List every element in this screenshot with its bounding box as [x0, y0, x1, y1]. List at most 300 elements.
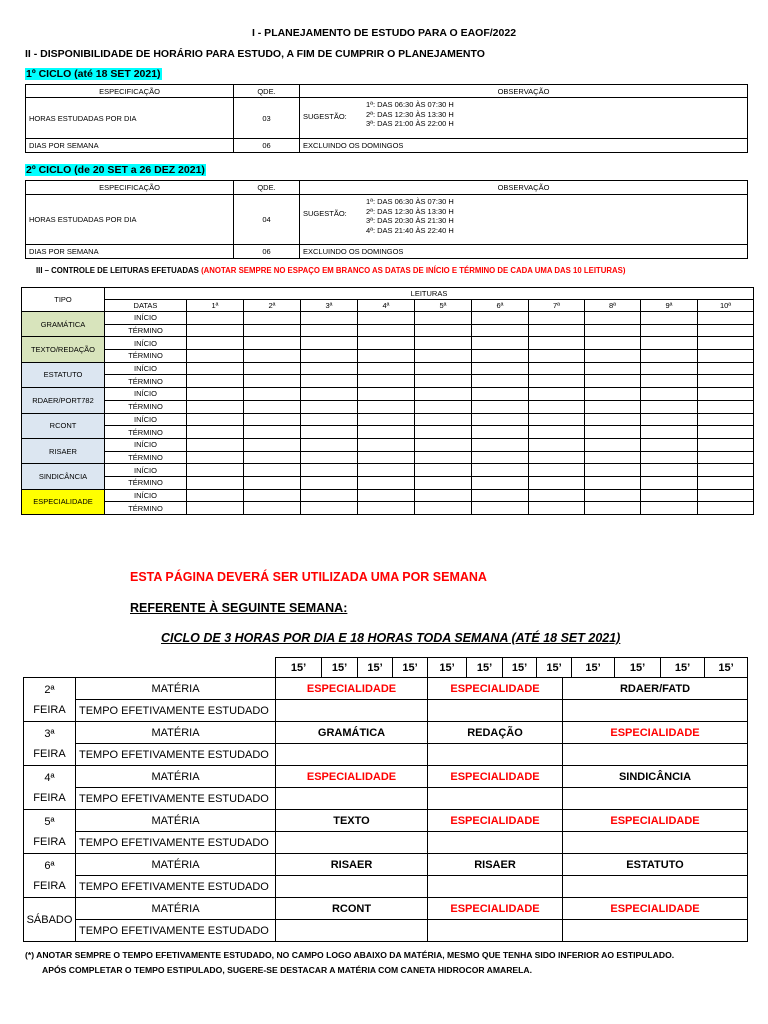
quarter-hour-header: 15’ — [615, 658, 661, 678]
date-entry-cell[interactable] — [244, 324, 301, 337]
date-entry-cell[interactable] — [641, 400, 698, 413]
time-studied-cell[interactable] — [428, 700, 563, 722]
date-entry-cell[interactable] — [358, 400, 415, 413]
date-entry-cell[interactable] — [301, 362, 358, 375]
date-entry-cell[interactable] — [415, 464, 472, 477]
header-obs: OBSERVAÇÃO — [300, 85, 748, 98]
date-entry-cell[interactable] — [641, 451, 698, 464]
date-entry-cell[interactable] — [415, 451, 472, 464]
date-entry-cell[interactable] — [301, 502, 358, 515]
date-entry-cell[interactable] — [641, 464, 698, 477]
weekday-number: SÁBADO — [26, 913, 73, 926]
date-entry-cell[interactable] — [358, 451, 415, 464]
time-slot: 2ª: DAS 12:30 ÀS 13:30 H — [366, 109, 454, 119]
date-entry-cell[interactable] — [187, 312, 244, 325]
date-entry-cell[interactable] — [187, 337, 244, 350]
date-entry-cell[interactable] — [187, 438, 244, 451]
termino-label: TÉRMINO — [105, 426, 187, 439]
weekday-suffix: FEIRA — [33, 791, 66, 804]
time-slot: 3ª: DAS 21:00 ÀS 22:00 H — [366, 119, 454, 128]
date-entry-cell[interactable] — [301, 438, 358, 451]
quarter-hour-header: 15’ — [661, 658, 705, 678]
date-entry-cell[interactable] — [187, 464, 244, 477]
cycle1-table — [25, 84, 748, 153]
date-entry-cell[interactable] — [472, 388, 529, 401]
header-spec: ESPECIFICAÇÃO — [26, 181, 234, 195]
date-entry-cell[interactable] — [529, 489, 585, 502]
date-entry-cell[interactable] — [187, 426, 244, 439]
tempo-label: TEMPO EFETIVAMENTE ESTUDADO — [76, 876, 276, 898]
date-entry-cell[interactable] — [529, 324, 585, 337]
date-entry-cell[interactable] — [244, 502, 301, 515]
leitura-col-header: 4ª — [358, 300, 415, 312]
time-studied-cell[interactable] — [428, 876, 563, 898]
tipo-header: TIPO — [22, 288, 105, 312]
weekly-instruction: ESTA PÁGINA DEVERÁ SER UTILIZADA UMA POR SEMANA — [130, 570, 487, 584]
date-entry-cell[interactable] — [641, 502, 698, 515]
date-entry-cell[interactable] — [698, 438, 754, 451]
date-entry-cell[interactable] — [244, 312, 301, 325]
date-entry-cell[interactable] — [585, 451, 641, 464]
date-entry-cell[interactable] — [244, 413, 301, 426]
subject-cell: ESPECIALIDADE — [428, 898, 563, 920]
date-entry-cell[interactable] — [301, 375, 358, 388]
date-entry-cell[interactable] — [585, 375, 641, 388]
materia-label: MATÉRIA — [76, 678, 276, 700]
date-entry-cell[interactable] — [472, 502, 529, 515]
date-entry-cell[interactable] — [472, 489, 529, 502]
materia-label: MATÉRIA — [76, 854, 276, 876]
date-entry-cell[interactable] — [529, 337, 585, 350]
date-entry-cell[interactable] — [187, 362, 244, 375]
date-entry-cell[interactable] — [698, 426, 754, 439]
time-slot: 1ª: DAS 06:30 ÀS 07:30 H — [366, 197, 454, 206]
table-row — [22, 426, 754, 439]
date-entry-cell[interactable] — [187, 502, 244, 515]
materia-label: MATÉRIA — [76, 766, 276, 788]
date-entry-cell[interactable] — [529, 464, 585, 477]
reading-type: TEXTO/REDAÇÃO — [22, 337, 105, 362]
subject-cell: ESPECIALIDADE — [428, 810, 563, 832]
date-entry-cell[interactable] — [415, 438, 472, 451]
obs-cell: EXCLUINDO OS DOMINGOS — [300, 139, 748, 153]
date-entry-cell[interactable] — [187, 375, 244, 388]
reading-type: GRAMÁTICA — [22, 312, 105, 337]
quarter-hour-header: 15’ — [503, 658, 537, 678]
date-entry-cell[interactable] — [301, 312, 358, 325]
date-entry-cell[interactable] — [472, 400, 529, 413]
date-entry-cell[interactable] — [301, 464, 358, 477]
suggestion-label: SUGESTÃO: — [303, 112, 347, 121]
tempo-label: TEMPO EFETIVAMENTE ESTUDADO — [76, 832, 276, 854]
qde-cell: 06 — [234, 245, 300, 259]
header-qde: QDE. — [234, 181, 300, 195]
date-entry-cell[interactable] — [641, 337, 698, 350]
date-entry-cell[interactable] — [698, 413, 754, 426]
section-2-title: II - DISPONIBILIDADE DE HORÁRIO PARA ESTUDO, A FIM DE CUMPRIR O PLANEJAMENTO — [25, 48, 485, 60]
date-entry-cell[interactable] — [472, 375, 529, 388]
section-3-note: (ANOTAR SEMPRE NO ESPAÇO EM BRANCO AS DATAS DE INÍCIO E TÉRMINO DE CADA UMA DAS 10 LEITURAS) — [201, 266, 626, 275]
table-row — [22, 413, 754, 426]
time-slot: 1ª: DAS 06:30 ÀS 07:30 H — [366, 100, 454, 109]
date-entry-cell[interactable] — [529, 375, 585, 388]
date-entry-cell[interactable] — [529, 362, 585, 375]
weekday-label — [24, 898, 76, 942]
reading-type: RISAER — [22, 438, 105, 463]
date-entry-cell[interactable] — [529, 426, 585, 439]
date-entry-cell[interactable] — [698, 489, 754, 502]
quarter-hour-header: 15’ — [393, 658, 428, 678]
date-entry-cell[interactable] — [698, 451, 754, 464]
date-entry-cell[interactable] — [301, 337, 358, 350]
inicio-label: INÍCIO — [105, 388, 187, 401]
footnote-2: APÓS COMPLETAR O TEMPO ESTIPULADO, SUGERE-SE DESTACAR A MATÉRIA COM CANETA HIDROCOR AMARELA. — [42, 965, 533, 975]
date-entry-cell[interactable] — [641, 489, 698, 502]
date-entry-cell[interactable] — [358, 476, 415, 489]
date-entry-cell[interactable] — [641, 375, 698, 388]
weekday-suffix: FEIRA — [33, 835, 66, 848]
date-entry-cell[interactable] — [585, 476, 641, 489]
date-entry-cell[interactable] — [415, 337, 472, 350]
weekday-number: 3ª — [44, 727, 55, 740]
date-entry-cell[interactable] — [244, 464, 301, 477]
weekday-suffix: FEIRA — [33, 747, 66, 760]
time-studied-cell[interactable] — [276, 788, 428, 810]
inicio-label: INÍCIO — [105, 413, 187, 426]
date-entry-cell[interactable] — [358, 464, 415, 477]
date-entry-cell[interactable] — [301, 426, 358, 439]
date-entry-cell[interactable] — [472, 324, 529, 337]
qde-cell: 03 — [234, 98, 300, 139]
date-entry-cell[interactable] — [244, 400, 301, 413]
date-entry-cell[interactable] — [585, 337, 641, 350]
date-entry-cell[interactable] — [641, 362, 698, 375]
table-row — [22, 438, 754, 451]
materia-label: MATÉRIA — [76, 898, 276, 920]
termino-label: TÉRMINO — [105, 375, 187, 388]
inicio-label: INÍCIO — [105, 464, 187, 477]
date-entry-cell[interactable] — [641, 312, 698, 325]
time-studied-cell[interactable] — [428, 788, 563, 810]
date-entry-cell[interactable] — [415, 362, 472, 375]
schedule-table — [23, 677, 748, 942]
readings-table — [21, 287, 754, 515]
date-entry-cell[interactable] — [472, 451, 529, 464]
date-entry-cell[interactable] — [358, 413, 415, 426]
date-entry-cell[interactable] — [415, 413, 472, 426]
date-entry-cell[interactable] — [358, 489, 415, 502]
date-entry-cell[interactable] — [698, 502, 754, 515]
termino-label: TÉRMINO — [105, 350, 187, 363]
date-entry-cell[interactable] — [472, 337, 529, 350]
quarter-hour-header: 15’ — [537, 658, 572, 678]
date-entry-cell[interactable] — [585, 502, 641, 515]
date-entry-cell[interactable] — [585, 400, 641, 413]
termino-label: TÉRMINO — [105, 451, 187, 464]
tempo-label: TEMPO EFETIVAMENTE ESTUDADO — [76, 700, 276, 722]
date-entry-cell[interactable] — [358, 438, 415, 451]
date-entry-cell[interactable] — [358, 426, 415, 439]
time-studied-cell[interactable] — [428, 832, 563, 854]
quarter-hour-header: 15’ — [322, 658, 358, 678]
date-entry-cell[interactable] — [244, 388, 301, 401]
header-obs: OBSERVAÇÃO — [300, 181, 748, 195]
date-entry-cell[interactable] — [698, 388, 754, 401]
time-studied-cell[interactable] — [563, 832, 748, 854]
date-entry-cell[interactable] — [641, 413, 698, 426]
week-reference: REFERENTE À SEGUINTE SEMANA: — [130, 601, 348, 615]
date-entry-cell[interactable] — [301, 451, 358, 464]
date-entry-cell[interactable] — [187, 451, 244, 464]
date-entry-cell[interactable] — [244, 451, 301, 464]
quarter-hour-header: 15’ — [276, 658, 322, 678]
table-row — [22, 350, 754, 363]
date-entry-cell[interactable] — [415, 426, 472, 439]
date-entry-cell[interactable] — [244, 337, 301, 350]
date-entry-cell[interactable] — [698, 337, 754, 350]
date-entry-cell[interactable] — [585, 413, 641, 426]
subject-cell: REDAÇÃO — [428, 722, 563, 744]
date-entry-cell[interactable] — [641, 438, 698, 451]
date-entry-cell[interactable] — [301, 489, 358, 502]
time-slot: 2ª: DAS 12:30 ÀS 13:30 H — [366, 206, 454, 216]
time-studied-cell[interactable] — [428, 920, 563, 942]
table-row — [22, 489, 754, 502]
section-3-label: III – CONTROLE DE LEITURAS EFETUADAS — [36, 266, 199, 275]
date-entry-cell[interactable] — [358, 324, 415, 337]
obs-cell: EXCLUINDO OS DOMINGOS — [300, 245, 748, 259]
date-entry-cell[interactable] — [244, 375, 301, 388]
date-entry-cell[interactable] — [472, 426, 529, 439]
quarter-hour-header: 15’ — [572, 658, 615, 678]
quarter-hour-header: 15’ — [428, 658, 467, 678]
date-entry-cell[interactable] — [187, 413, 244, 426]
table-row — [22, 464, 754, 477]
date-entry-cell[interactable] — [415, 502, 472, 515]
date-entry-cell[interactable] — [415, 388, 472, 401]
date-entry-cell[interactable] — [301, 388, 358, 401]
date-entry-cell[interactable] — [529, 400, 585, 413]
obs-cell — [300, 98, 748, 139]
date-entry-cell[interactable] — [301, 413, 358, 426]
date-entry-cell[interactable] — [187, 350, 244, 363]
date-entry-cell[interactable] — [358, 388, 415, 401]
table-row — [22, 388, 754, 401]
date-entry-cell[interactable] — [585, 489, 641, 502]
date-entry-cell[interactable] — [585, 312, 641, 325]
leitura-col-header: 2ª — [244, 300, 301, 312]
weekday-label — [24, 766, 76, 810]
time-studied-cell[interactable] — [563, 876, 748, 898]
date-entry-cell[interactable] — [187, 476, 244, 489]
date-entry-cell[interactable] — [529, 388, 585, 401]
date-entry-cell[interactable] — [301, 400, 358, 413]
time-studied-cell[interactable] — [563, 744, 748, 766]
reading-type: ESTATUTO — [22, 362, 105, 387]
date-entry-cell[interactable] — [244, 362, 301, 375]
time-studied-cell[interactable] — [276, 876, 428, 898]
date-entry-cell[interactable] — [641, 388, 698, 401]
subject-cell: TEXTO — [276, 810, 428, 832]
date-entry-cell[interactable] — [187, 388, 244, 401]
time-studied-cell[interactable] — [563, 920, 748, 942]
date-entry-cell[interactable] — [641, 476, 698, 489]
inicio-label: INÍCIO — [105, 337, 187, 350]
date-entry-cell[interactable] — [529, 502, 585, 515]
inicio-label: INÍCIO — [105, 362, 187, 375]
date-entry-cell[interactable] — [529, 476, 585, 489]
table-row — [22, 451, 754, 464]
table-row — [22, 362, 754, 375]
date-entry-cell[interactable] — [529, 350, 585, 363]
date-entry-cell[interactable] — [529, 312, 585, 325]
date-entry-cell[interactable] — [472, 438, 529, 451]
time-slot: 3ª: DAS 20:30 ÀS 21:30 H — [366, 216, 454, 225]
footnote-1: (*) ANOTAR SEMPRE O TEMPO EFETIVAMENTE ESTUDADO, NO CAMPO LOGO ABAIXO DA MATÉRIA, MESMO QUE TENHA SIDO INFERIOR AO ESTIPULADO. — [25, 950, 675, 960]
weekday-number: 6ª — [44, 859, 55, 872]
termino-label: TÉRMINO — [105, 400, 187, 413]
subject-cell: RDAER/FATD — [563, 678, 748, 700]
date-entry-cell[interactable] — [585, 324, 641, 337]
weekday-label — [24, 854, 76, 898]
date-entry-cell[interactable] — [244, 489, 301, 502]
subject-cell: ESPECIALIDADE — [428, 766, 563, 788]
date-entry-cell[interactable] — [187, 489, 244, 502]
header-spec: ESPECIFICAÇÃO — [26, 85, 234, 98]
date-entry-cell[interactable] — [358, 362, 415, 375]
time-studied-cell[interactable] — [276, 700, 428, 722]
date-entry-cell[interactable] — [641, 350, 698, 363]
time-studied-cell[interactable] — [563, 788, 748, 810]
quarter-hour-header: 15’ — [358, 658, 393, 678]
date-entry-cell[interactable] — [585, 388, 641, 401]
weekday-label — [24, 722, 76, 766]
date-entry-cell[interactable] — [415, 476, 472, 489]
leitura-col-header: 8ª — [585, 300, 641, 312]
time-studied-cell[interactable] — [563, 700, 748, 722]
time-studied-cell[interactable] — [276, 832, 428, 854]
datas-header: DATAS — [105, 300, 187, 312]
table-row — [22, 400, 754, 413]
date-entry-cell[interactable] — [585, 426, 641, 439]
date-entry-cell[interactable] — [698, 312, 754, 325]
date-entry-cell[interactable] — [472, 476, 529, 489]
header-qde: QDE. — [234, 85, 300, 98]
weekday-label — [24, 678, 76, 722]
date-entry-cell[interactable] — [244, 438, 301, 451]
date-entry-cell[interactable] — [301, 324, 358, 337]
date-entry-cell[interactable] — [187, 400, 244, 413]
date-entry-cell[interactable] — [698, 362, 754, 375]
weekday-suffix: FEIRA — [33, 703, 66, 716]
cycle1-heading: 1º CICLO (até 18 SET 2021) — [26, 68, 161, 80]
date-entry-cell[interactable] — [358, 312, 415, 325]
quarter-hour-header: 15’ — [705, 658, 748, 678]
subject-cell: ESPECIALIDADE — [276, 678, 428, 700]
table-row — [22, 324, 754, 337]
date-entry-cell[interactable] — [415, 489, 472, 502]
date-entry-cell[interactable] — [698, 375, 754, 388]
date-entry-cell[interactable] — [641, 426, 698, 439]
date-entry-cell[interactable] — [529, 438, 585, 451]
subject-cell: GRAMÁTICA — [276, 722, 428, 744]
date-entry-cell[interactable] — [415, 375, 472, 388]
date-entry-cell[interactable] — [415, 324, 472, 337]
date-entry-cell[interactable] — [187, 324, 244, 337]
spec-cell: HORAS ESTUDADAS POR DIA — [26, 195, 234, 245]
date-entry-cell[interactable] — [698, 476, 754, 489]
tempo-label: TEMPO EFETIVAMENTE ESTUDADO — [76, 788, 276, 810]
weekday-suffix: FEIRA — [33, 879, 66, 892]
date-entry-cell[interactable] — [698, 324, 754, 337]
date-entry-cell[interactable] — [244, 426, 301, 439]
date-entry-cell[interactable] — [698, 464, 754, 477]
page-title: I - PLANEJAMENTO DE ESTUDO PARA O EAOF/2022 — [251, 27, 517, 39]
date-entry-cell[interactable] — [698, 350, 754, 363]
table-row — [22, 476, 754, 489]
date-entry-cell[interactable] — [529, 413, 585, 426]
date-entry-cell[interactable] — [472, 312, 529, 325]
table-row — [22, 375, 754, 388]
date-entry-cell[interactable] — [585, 438, 641, 451]
date-entry-cell[interactable] — [415, 312, 472, 325]
date-entry-cell[interactable] — [358, 350, 415, 363]
date-entry-cell[interactable] — [585, 464, 641, 477]
leituras-header: LEITURAS — [105, 288, 754, 300]
tempo-label: TEMPO EFETIVAMENTE ESTUDADO — [76, 744, 276, 766]
date-entry-cell[interactable] — [472, 350, 529, 363]
date-entry-cell[interactable] — [585, 350, 641, 363]
time-studied-cell[interactable] — [276, 920, 428, 942]
inicio-label: INÍCIO — [105, 489, 187, 502]
materia-label: MATÉRIA — [76, 810, 276, 832]
date-entry-cell[interactable] — [244, 476, 301, 489]
spec-cell: HORAS ESTUDADAS POR DIA — [26, 98, 234, 139]
inicio-label: INÍCIO — [105, 312, 187, 325]
suggestion-label: SUGESTÃO: — [303, 209, 347, 218]
date-entry-cell[interactable] — [358, 337, 415, 350]
date-entry-cell[interactable] — [698, 400, 754, 413]
date-entry-cell[interactable] — [415, 350, 472, 363]
date-entry-cell[interactable] — [472, 464, 529, 477]
leitura-col-header: 7ª — [529, 300, 585, 312]
leitura-col-header: 10ª — [698, 300, 754, 312]
reading-type: ESPECIALIDADE — [22, 489, 105, 514]
date-entry-cell[interactable] — [472, 413, 529, 426]
time-studied-cell[interactable] — [276, 744, 428, 766]
date-entry-cell[interactable] — [529, 451, 585, 464]
date-entry-cell[interactable] — [244, 350, 301, 363]
date-entry-cell[interactable] — [472, 362, 529, 375]
date-entry-cell[interactable] — [415, 400, 472, 413]
date-entry-cell[interactable] — [641, 324, 698, 337]
table-row — [22, 502, 754, 515]
date-entry-cell[interactable] — [301, 350, 358, 363]
time-studied-cell[interactable] — [428, 744, 563, 766]
date-entry-cell[interactable] — [358, 375, 415, 388]
leitura-col-header: 6ª — [472, 300, 529, 312]
subject-cell: RCONT — [276, 898, 428, 920]
date-entry-cell[interactable] — [301, 476, 358, 489]
qde-cell: 06 — [234, 139, 300, 153]
subject-cell: ESTATUTO — [563, 854, 748, 876]
time-slot: 4ª: DAS 21:40 ÀS 22:40 H — [366, 225, 454, 235]
reading-type: SINDICÂNCIA — [22, 464, 105, 489]
weekly-table — [275, 657, 748, 678]
subject-cell: RISAER — [428, 854, 563, 876]
date-entry-cell[interactable] — [585, 362, 641, 375]
date-entry-cell[interactable] — [358, 502, 415, 515]
